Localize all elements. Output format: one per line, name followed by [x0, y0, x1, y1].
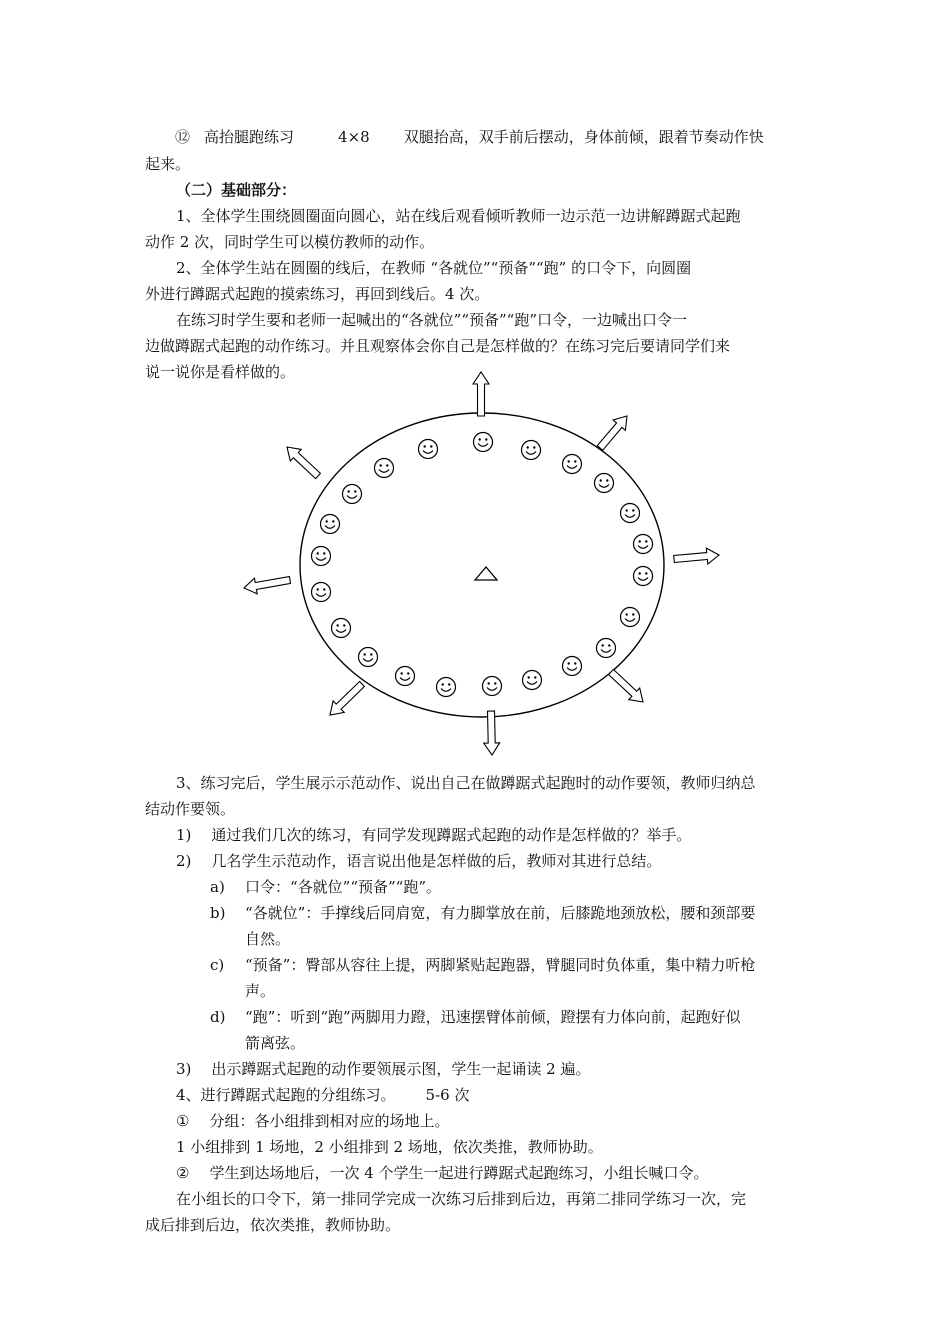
smiley-face-icon: [396, 667, 415, 686]
smiley-face-icon: [437, 678, 456, 697]
list-item-3: [176, 1059, 591, 1079]
group-item-2: [176, 1163, 709, 1183]
p4-line2: 结动作要领。: [145, 800, 236, 818]
smiley-face-icon: [597, 639, 616, 658]
teacher-triangle-icon: [475, 567, 497, 580]
smiley-face-icon: [474, 433, 493, 452]
sublist-text-d2: 箭离弦。: [245, 1034, 306, 1052]
list-text-1: 通过我们几次的练习，有同学发现蹲踞式起跑的动作是怎样做的？举手。: [211, 826, 692, 844]
outline-arrow-icon: [330, 682, 364, 716]
smiley-face-icon: [563, 455, 582, 474]
outline-arrow-icon: [609, 669, 643, 702]
smiley-face-icon: [621, 608, 640, 627]
smiley-face-icon: [419, 440, 438, 459]
p2-line2: 外进行蹲踞式起跑的摸索练习，再回到线后。4 次。: [145, 285, 490, 303]
sublist-num-d: d): [210, 1008, 226, 1026]
smiley-face-icon: [359, 648, 378, 667]
sublist-num-a: a): [210, 878, 225, 896]
list-text-3: 出示蹲踞式起跑的动作要领展示图，学生一起诵读 2 遍。: [211, 1060, 591, 1078]
p3-line3: 说一说你是看样做的。: [145, 363, 296, 381]
p4-line1: 3、练习完后，学生展示示范动作、说出自己在做蹲踞式起跑时的动作要领，教师归纳总: [176, 774, 756, 792]
outline-arrow-icon: [473, 372, 489, 416]
smiley-face-icon: [621, 504, 640, 523]
smiley-face-icon: [522, 441, 541, 460]
group-marker-1: ①: [176, 1112, 190, 1130]
smiley-face-icon: [563, 657, 582, 676]
circle-track: [300, 413, 664, 717]
section-title: （二）基础部分：: [176, 181, 297, 199]
p6-line1: 在小组长的口令下，第一排同学完成一次练习后排到后边，再第二排同学练习一次，完: [176, 1190, 747, 1208]
list-text-2: 几名学生示范动作，语言说出他是怎样做的后，教师对其进行总结。: [211, 852, 662, 870]
sublist-text-c2: 声。: [245, 982, 276, 1000]
p1-line2: 动作 2 次，同时学生可以模仿教师的动作。: [145, 233, 435, 251]
smiley-face-icon: [634, 535, 653, 554]
smiley-face-icon: [375, 459, 394, 478]
p5-count: 5-6 次: [425, 1086, 470, 1104]
group-line-2: 1 小组排到 1 场地，2 小组排到 2 场地，依次类推，教师协助。: [176, 1138, 603, 1156]
list-num-1: 1): [176, 826, 192, 844]
p2-line1: 2、全体学生站在圆圈的线后，在教师 “各就位”“预备”“跑” 的口令下，向圆圈: [176, 259, 692, 277]
sublist-text-d1: “跑”：听到“跑”两脚用力蹬，迅速摆臂体前倾，蹬摆有力体向前，起跑好似: [245, 1008, 741, 1026]
outline-arrow-icon: [674, 548, 719, 564]
sublist-text-c1: “预备”：臀部从容往上提，两脚紧贴起跑器，臂腿同时负体重，集中精力听枪: [245, 956, 756, 974]
p5-line: [176, 1085, 469, 1105]
p1-line1: 1、全体学生围绕圆圈面向圆心，站在线后观看倾听教师一边示范一边讲解蹲踞式起跑: [176, 207, 741, 225]
smiley-face-icon: [634, 567, 653, 586]
smiley-face-icon: [523, 671, 542, 690]
group-text-1: 分组：各小组排到相对应的场地上。: [209, 1112, 450, 1130]
outline-arrow-icon: [597, 416, 627, 450]
sublist-text-b2: 自然。: [245, 930, 291, 948]
list-item-1: [176, 825, 691, 845]
list-num-2: 2): [176, 852, 192, 870]
group-marker-2: ②: [176, 1164, 190, 1182]
group-item-1: [176, 1111, 449, 1131]
smiley-face-icon: [312, 583, 331, 602]
p3-line2: 边做蹲踞式起跑的动作练习。并且观察体会你自己是怎样做的？在练习完后要请同学们来: [145, 337, 731, 355]
item12-count: 4×8: [338, 128, 370, 146]
p6-line2: 成后排到后边，依次类推，教师协助。: [145, 1216, 401, 1234]
outline-arrow-icon: [287, 447, 320, 479]
smiley-face-icon: [321, 515, 340, 534]
smiley-face-icon: [312, 547, 331, 566]
item12-marker: ⑫: [175, 128, 191, 146]
smiley-face-icon: [483, 677, 502, 696]
item12-name: 高抬腿跑练习: [204, 128, 295, 146]
item12-cont: 起来。: [145, 155, 191, 173]
group-text-2: 学生到达场地后，一次 4 个学生一起进行蹲踞式起跑练习，小组长喊口令。: [209, 1164, 709, 1182]
sublist-num-c: c): [210, 956, 225, 974]
smiley-face-icon: [343, 485, 362, 504]
item12-desc: 双腿抬高，双手前后摆动，身体前倾，跟着节奏动作快: [403, 128, 764, 146]
smiley-face-icon: [332, 619, 351, 638]
p3-line1: 在练习时学生要和老师一起喊出的“各就位”“预备”“跑”口令，一边喊出口令一: [176, 311, 688, 329]
list-num-3: 3): [176, 1060, 192, 1078]
sublist-num-b: b): [210, 904, 226, 922]
p5-text: 4、进行蹲踞式起跑的分组练习。: [176, 1086, 396, 1104]
sublist-text-a: 口令：“各就位”“预备”“跑”。: [245, 878, 442, 896]
list-item-2: [176, 851, 661, 871]
sublist-text-b1: “各就位”：手撑线后同肩宽，有力脚掌放在前，后膝跪地颈放松，腰和颈部要: [245, 904, 756, 922]
outline-arrow-icon: [244, 577, 291, 594]
smiley-face-icon: [595, 474, 614, 493]
